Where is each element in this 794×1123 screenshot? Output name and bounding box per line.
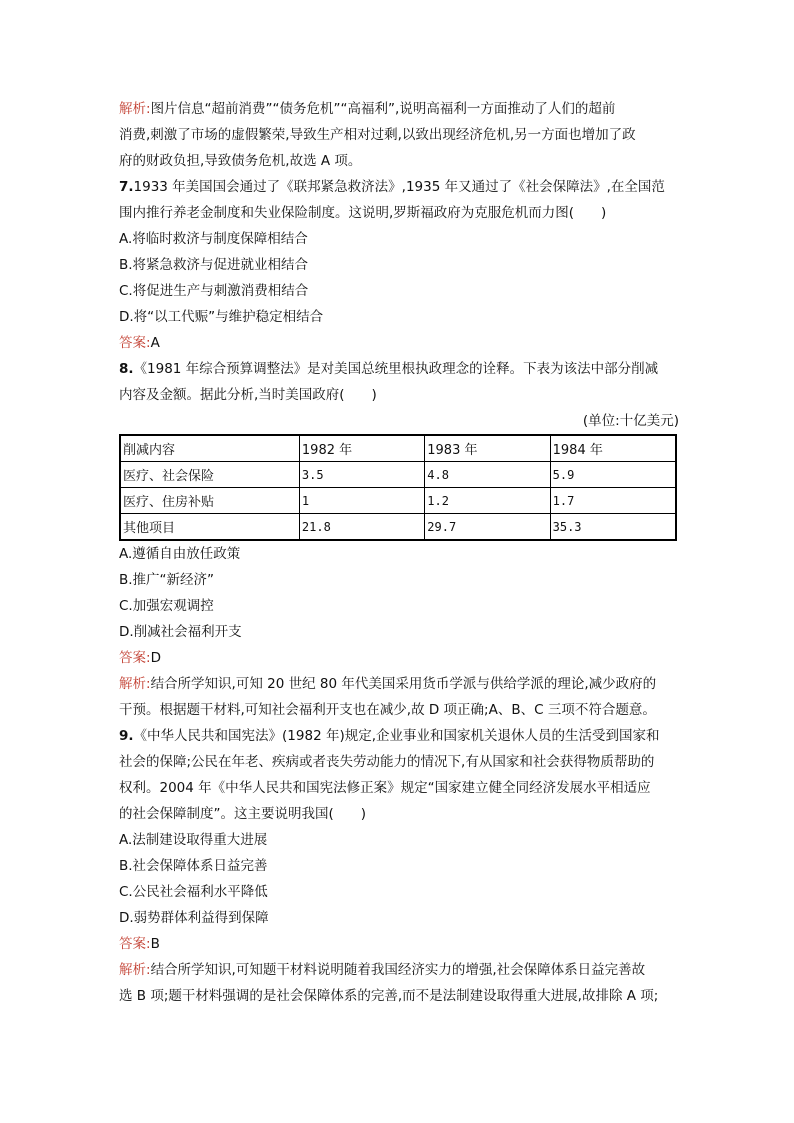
- table-unit: (单位:十亿美元): [582, 413, 679, 429]
- option-a: A.法制建设取得重大进展: [119, 832, 268, 848]
- question-9-stem: 的社会保障制度”。这主要说明我国( ): [119, 806, 367, 822]
- option-d: D.弱势群体利益得到保障: [119, 910, 269, 926]
- table-header-cell: 削减内容: [120, 435, 299, 462]
- question-9-stem: 权利。2004 年《中华人民共和国宪法修正案》规定“国家建立健全同经济发展水平相适应: [119, 780, 651, 796]
- analysis-line: 解析:结合所学知识,可知 20 世纪 80 年代美国采用货币学派与供给学派的理论,减少政府的: [119, 676, 657, 692]
- answer-value: B: [150, 936, 160, 952]
- analysis-label: 解析:: [119, 962, 151, 978]
- document-page: [119, 96, 679, 1009]
- table-cell: 5.9: [550, 462, 676, 488]
- table-row: [120, 488, 676, 514]
- question-8-stem: 内容及金额。据此分析,当时美国政府( ): [119, 387, 377, 403]
- question-7-stem: 围内推行养老金制度和失业保险制度。这说明,罗斯福政府为克服危机而力图( ): [119, 205, 607, 221]
- option-b: B.将紧急救济与促进就业相结合: [119, 257, 309, 273]
- table-cell: 35.3: [550, 514, 676, 541]
- table-header-cell: 1983 年: [425, 435, 550, 462]
- option-d: D.将“以工代赈”与维护稳定相结合: [119, 309, 324, 325]
- analysis-label: 解析:: [119, 101, 151, 117]
- answer-line: [119, 931, 679, 957]
- table-cell: 21.8: [299, 514, 424, 541]
- table-cell: 医疗、住房补贴: [120, 488, 299, 514]
- question-8-stem: 8.《1981 年综合预算调整法》是对美国总统里根执政理念的诠释。下表为该法中部分削减: [119, 361, 659, 377]
- table-cell: 其他项目: [120, 514, 299, 541]
- analysis-line: 选 B 项;题干材料强调的是社会保障体系的完善,而不是法制建设取得重大进展,故排除 A 项;: [119, 988, 659, 1004]
- answer-line: [119, 645, 679, 671]
- option-b: B.推广“新经济”: [119, 572, 215, 588]
- option-a: A.遵循自由放任政策: [119, 546, 241, 562]
- answer-value: D: [150, 650, 161, 666]
- analysis-line: 干预。根据题干材料,可知社会福利开支也在减少,故 D 项正确;A、B、C 三项不符合题意。: [119, 702, 656, 718]
- option-b: B.社会保障体系日益完善: [119, 858, 268, 874]
- answer-label: 答案:: [119, 936, 151, 952]
- question-7-stem: 7.1933 年美国国会通过了《联邦紧急救济法》,1935 年又通过了《社会保障法》,在全国范: [119, 179, 665, 195]
- answer-line: [119, 330, 679, 356]
- analysis-label: 解析:: [119, 676, 151, 692]
- question-9-stem: 9.《中华人民共和国宪法》(1982 年)规定,企业事业和国家机关退休人员的生活受到国家和: [119, 728, 660, 744]
- answer-label: 答案:: [119, 650, 151, 666]
- table-header-cell: 1984 年: [550, 435, 676, 462]
- table-cell: 1: [299, 488, 424, 514]
- table-cell: 3.5: [299, 462, 424, 488]
- question-number: 7.: [119, 179, 134, 195]
- table-header-row: [120, 435, 676, 462]
- option-c: C.公民社会福利水平降低: [119, 884, 268, 900]
- budget-cut-table: [119, 434, 677, 541]
- option-d: D.削减社会福利开支: [119, 624, 242, 640]
- table-cell: 29.7: [425, 514, 550, 541]
- analysis-line: 府的财政负担,导致债务危机,故选 A 项。: [119, 153, 362, 169]
- table-cell: 1.2: [425, 488, 550, 514]
- question-number: 8.: [119, 361, 134, 377]
- question-9-stem: 社会的保障;公民在年老、疾病或者丧失劳动能力的情况下,有从国家和社会获得物质帮助的: [119, 754, 655, 770]
- table-row: [120, 514, 676, 541]
- answer-value: A: [150, 335, 160, 351]
- option-c: C.将促进生产与刺激消费相结合: [119, 283, 309, 299]
- table-cell: 医疗、社会保险: [120, 462, 299, 488]
- table-cell: 4.8: [425, 462, 550, 488]
- table-row: [120, 462, 676, 488]
- option-c: C.加强宏观调控: [119, 598, 214, 614]
- option-a: A.将临时救济与制度保障相结合: [119, 231, 308, 247]
- answer-label: 答案:: [119, 335, 151, 351]
- analysis-line: 消费,刺激了市场的虚假繁荣,导致生产相对过剩,以致出现经济危机,另一方面也增加了政: [119, 127, 636, 143]
- table-header-cell: 1982 年: [299, 435, 424, 462]
- analysis-line: 解析:图片信息“超前消费”“债务危机”“高福利”,说明高福利一方面推动了人们的超前: [119, 101, 616, 117]
- question-number: 9.: [119, 728, 134, 744]
- table-cell: 1.7: [550, 488, 676, 514]
- analysis-line: 解析:结合所学知识,可知题干材料说明随着我国经济实力的增强,社会保障体系日益完善故: [119, 962, 646, 978]
